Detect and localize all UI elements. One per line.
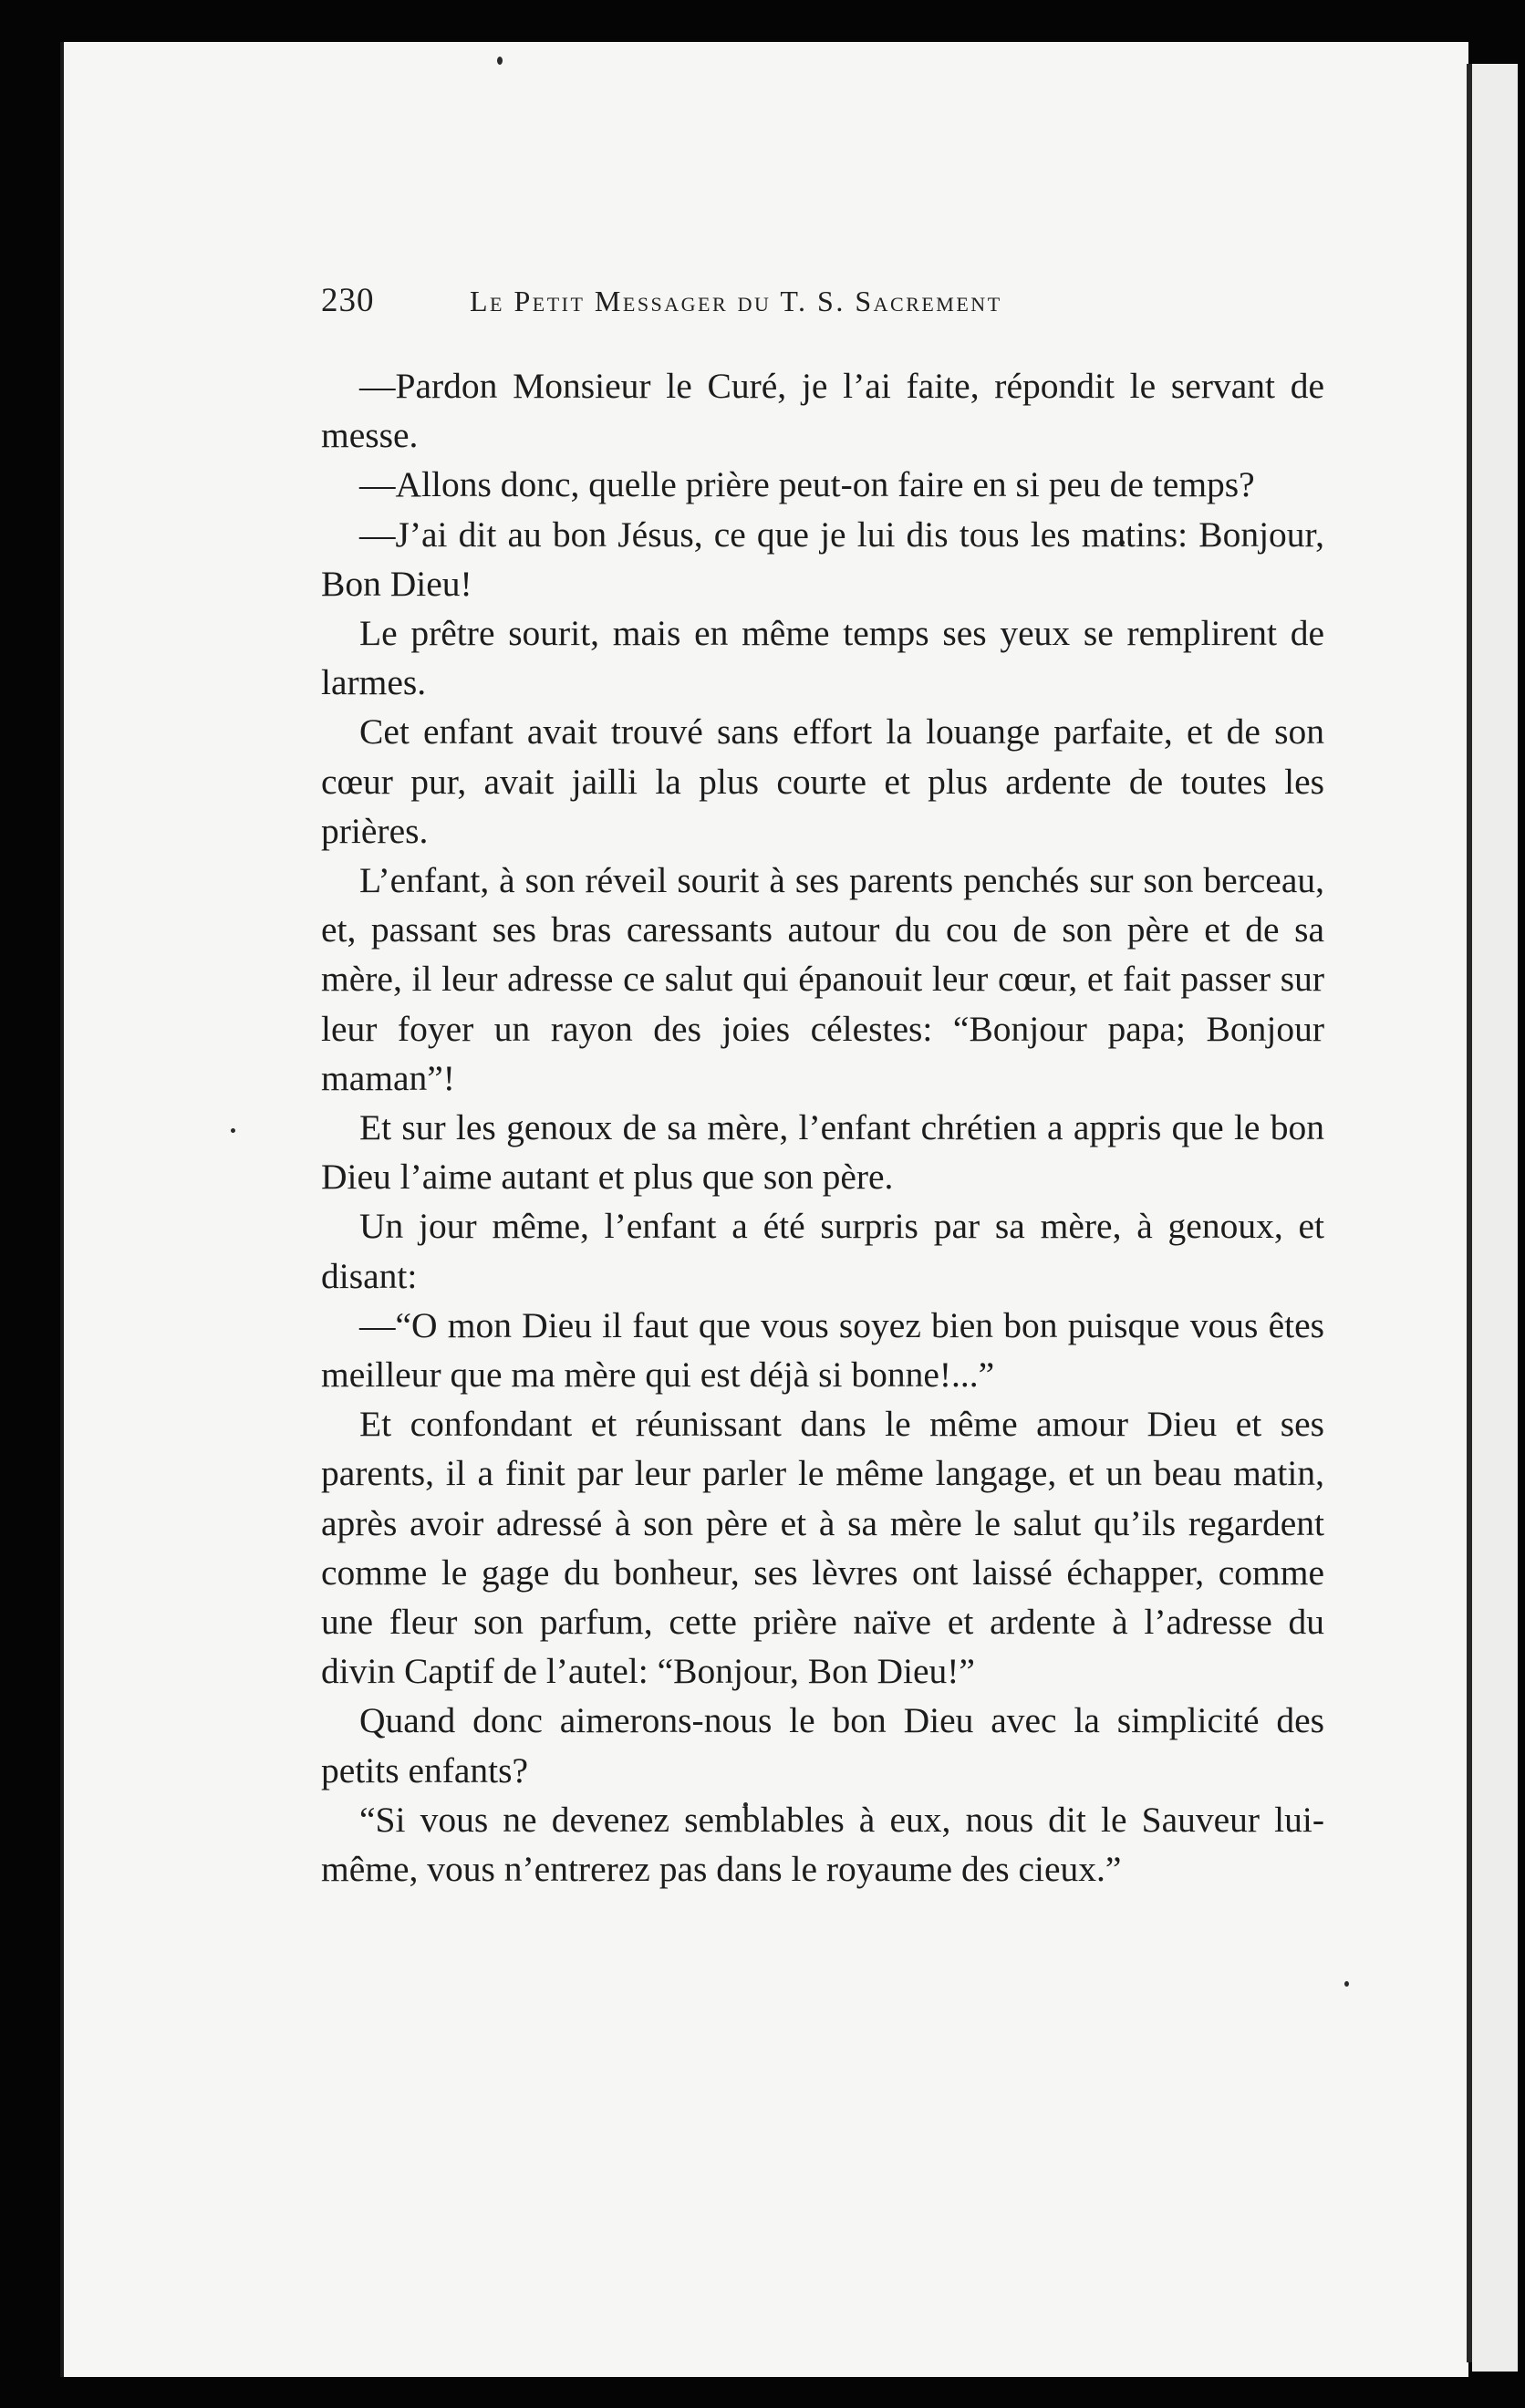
- paragraph: Et sur les genoux de sa mère, l’enfant chrétien a appris que le bon Dieu l’aime autant et plus que son père.: [321, 1107, 1324, 1198]
- paragraph: Le prêtre sourit, mais en même temps ses yeux se remplirent de larmes.: [321, 613, 1324, 703]
- paragraph: —Allons donc, quelle prière peut-on faire en si peu de temps?: [359, 464, 1255, 505]
- page-number: 230: [321, 282, 375, 319]
- paragraph: L’enfant, à son réveil sourit à ses parents penchés sur son berceau, et, passant ses bras caressants autour du cou de son père et de sa mère, il leur adresse ce salut qui épanouit leur cœur, et fait passer sur leur foyer un rayon des joies célestes: “Bonjour papa; Bonjour maman”!: [321, 860, 1324, 1098]
- paragraph: —J’ai dit au bon Jésus, ce que je lui dis tous les matins: Bonjour, Bon Dieu!: [321, 514, 1324, 604]
- journal-title: Le Petit Messager du T. S. Sacrement: [470, 285, 1002, 317]
- scan-speck: [1344, 1981, 1349, 1987]
- scan-speck: [497, 57, 503, 65]
- facing-page: [1472, 64, 1518, 2372]
- paragraph: “Si vous ne devenez semblables à eux, nous dit le Sauveur lui-même, vous n’entrerez pas dans le royaume des cieux.”: [321, 1799, 1324, 1890]
- paragraph: Cet enfant avait trouvé sans effort la louange parfaite, et de son cœur pur, avait jailli la plus courte et plus ardente de toutes les prières.: [321, 711, 1324, 851]
- scan-speck: [231, 1128, 235, 1133]
- running-head: [321, 281, 1324, 327]
- paragraph: Un jour même, l’enfant a été surpris par sa mère, à genoux, et disant:: [321, 1206, 1324, 1296]
- body-text: [321, 361, 1324, 1894]
- paragraph: Et confondant et réunissant dans le même amour Dieu et ses parents, il a finit par leur parler le même langage, et un beau matin, après avoir adressé à son père et à sa mère le salut qu’ils regardent comme le gage du bonheur, ses lèvres ont laissé échapper, comme une fleur son parfum, cette prière naïve et ardente à l’adresse du divin Captif de l’autel: “Bonjour, Bon Dieu!”: [321, 1404, 1324, 1692]
- paragraph: —Pardon Monsieur le Curé, je l’ai faite, répondit le servant de messe.: [321, 366, 1324, 456]
- paragraph: Quand donc aimerons-nous le bon Dieu avec la simplicité des petits enfants?: [321, 1700, 1324, 1790]
- paragraph: —“O mon Dieu il faut que vous soyez bien bon puisque vous êtes meilleur que ma mère qui est déjà si bonne!...”: [321, 1304, 1324, 1396]
